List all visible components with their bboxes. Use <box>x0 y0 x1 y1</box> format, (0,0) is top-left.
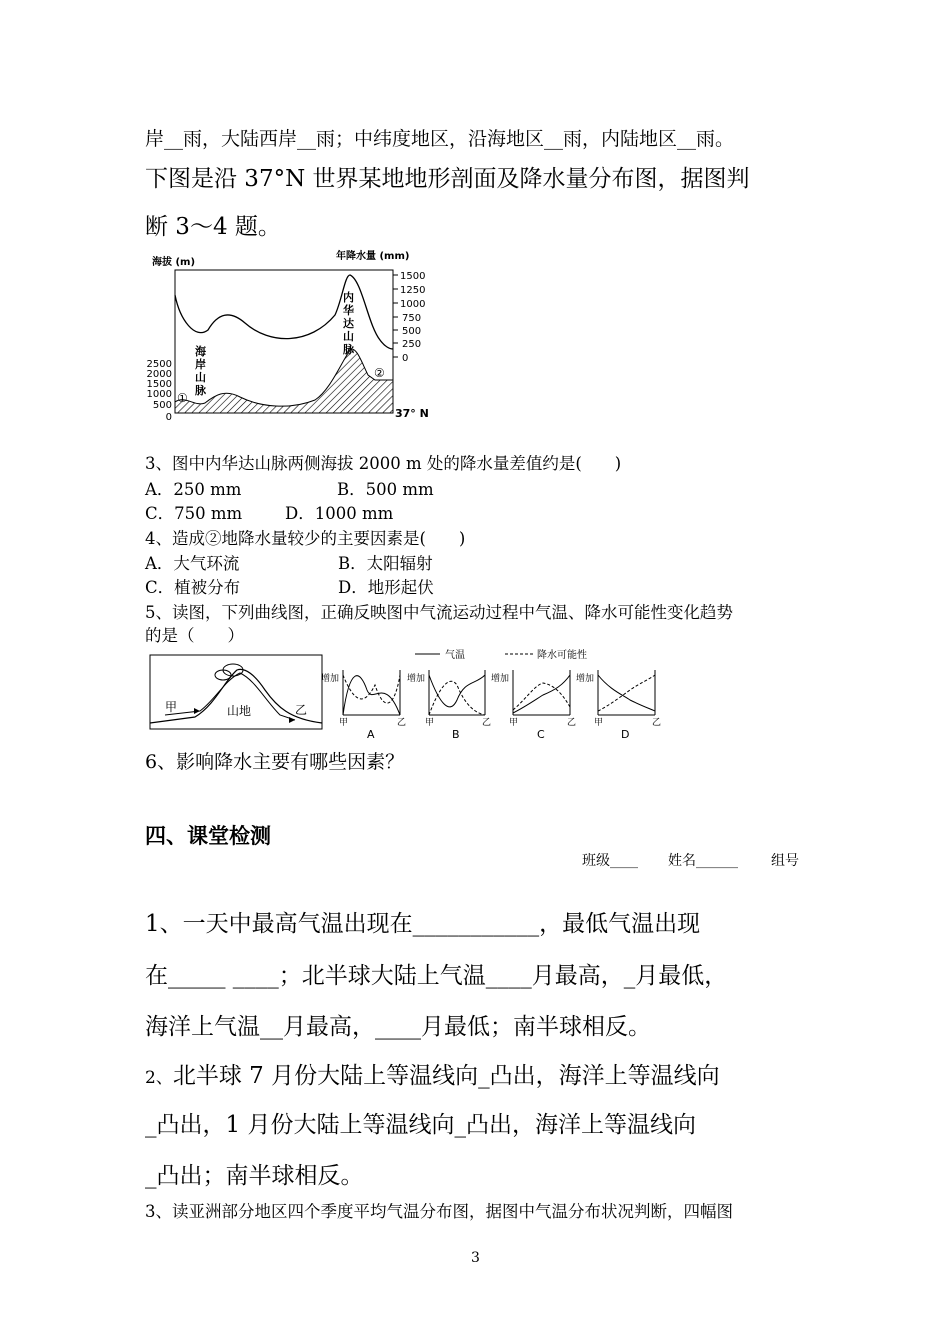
check-2-line-a <box>145 1057 720 1090</box>
location-yi: 乙 <box>295 703 308 717</box>
right-tick: 1500 <box>400 271 426 282</box>
terrain-profile <box>175 349 393 413</box>
location-jia: 甲 <box>165 700 178 714</box>
left-tick: 2000 <box>146 369 172 380</box>
y-axis-label: 增加 <box>576 674 595 684</box>
mountain-label: 山地 <box>227 704 252 718</box>
legend-precipitation: 降水可能性 <box>537 650 587 661</box>
question-4-option-c: C．植被分布 <box>145 578 241 597</box>
left-tick: 500 <box>152 400 172 411</box>
y-axis-label: 增加 <box>491 674 510 684</box>
x-right-label: 乙 <box>482 718 492 728</box>
question-6: 6、影响降水主要有哪些因素？ <box>145 751 405 773</box>
x-right-label: 乙 <box>567 718 577 728</box>
legend-temperature: 气温 <box>445 650 465 661</box>
y-axis-label: 增加 <box>321 674 340 684</box>
marker-1: ① <box>177 391 188 405</box>
left-tick: 2500 <box>146 359 172 370</box>
right-tick: 0 <box>402 353 409 364</box>
left-tick: 0 <box>165 412 172 423</box>
x-left-label: 甲 <box>594 718 604 728</box>
text-line-1: 岸__雨，大陆西岸__雨；中纬度地区，沿海地区__雨，内陆地区__雨。 <box>145 128 735 150</box>
left-axis-title: 海拔 (m) <box>152 257 196 268</box>
check-2-line-c: _凸出；南半球相反。 <box>145 1163 364 1189</box>
x-left-label: 甲 <box>425 718 435 728</box>
right-axis-title: 年降水量 (mm) <box>336 251 410 262</box>
question-5-stem: 5、读图，下列曲线图，正确反映图中气流运动过程中气温、降水可能性变化趋势 <box>145 603 733 622</box>
page-number: 3 <box>471 1250 480 1266</box>
question-3-option-d: D．1000 mm <box>285 504 394 523</box>
panel-letter: C <box>537 728 545 741</box>
question-3-option-b: B．500 mm <box>337 480 434 499</box>
check-2-text: 北半球 7 月份大陆上等温线向_凸出，海洋上等温线向 <box>172 1063 720 1089</box>
coastal-range-label: 海 <box>195 345 206 358</box>
question-3-stem: 3、图中内华达山脉两侧海拔 2000 m 处的降水量差值约是( ) <box>145 454 622 473</box>
airflow-curves-figure <box>145 645 665 745</box>
inner-range-label: 华 <box>343 304 354 317</box>
panel-letter: D <box>621 728 630 741</box>
check-1-line-c: 海洋上气温__月最高，____月最低；南半球相反。 <box>145 1014 651 1040</box>
section-title: 四、课堂检测 <box>145 823 271 848</box>
x-right-label: 乙 <box>397 718 407 728</box>
intro-line: 下图是沿 37°N 世界某地地形剖面及降水量分布图，据图判 <box>145 166 750 192</box>
panel-letter: A <box>367 728 375 741</box>
check-2-line-b: _凸出，1 月份大陆上等温线向_凸出，海洋上等温线向 <box>145 1112 696 1138</box>
question-3-option-a: A．250 mm <box>145 480 242 499</box>
right-tick: 750 <box>402 313 422 324</box>
latitude-label: 37° N <box>395 407 429 420</box>
inner-range-label: 山 <box>343 330 354 343</box>
inner-range-label: 达 <box>343 317 354 330</box>
coastal-range-label: 岸 <box>195 358 206 371</box>
right-tick: 250 <box>402 339 422 350</box>
x-left-label: 甲 <box>339 718 349 728</box>
question-4-option-b: B．太阳辐射 <box>338 554 433 573</box>
y-axis-label: 增加 <box>407 674 426 684</box>
check-1-line-a: 1、一天中最高气温出现在___________，最低气温出现 <box>145 911 701 937</box>
group-label: 组号 <box>771 853 799 869</box>
inner-range-label: 脉 <box>343 343 354 356</box>
precipitation-curve <box>175 275 393 349</box>
check-1-line-b: 在_____ ____；北半球大陆上气温____月最高，_月最低， <box>145 963 728 989</box>
coastal-range-label: 脉 <box>195 384 206 397</box>
question-5-stem-2: 的是（ ） <box>145 626 244 645</box>
coastal-range-label: 山 <box>195 371 206 384</box>
question-4-option-d: D．地形起伏 <box>338 578 434 597</box>
left-tick: 1500 <box>146 379 172 390</box>
class-label: 班级____ <box>582 853 638 869</box>
check-3-line: 3、读亚洲部分地区四个季度平均气温分布图，据图中气温分布状况判断，四幅图 <box>145 1202 733 1221</box>
question-4-option-a: A．大气环流 <box>145 554 240 573</box>
check-2-number: 2、 <box>145 1068 173 1088</box>
inner-range-label: 内 <box>343 291 354 304</box>
marker-2: ② <box>374 366 385 380</box>
question-3-option-c: C．750 mm <box>145 504 243 523</box>
intro-line-2: 断 3～4 题。 <box>145 214 281 240</box>
x-left-label: 甲 <box>509 718 519 728</box>
question-4-stem: 4、造成②地降水量较少的主要因素是( ) <box>145 529 466 548</box>
right-tick: 1000 <box>400 299 426 310</box>
panel-letter: B <box>452 728 460 741</box>
right-tick: 500 <box>402 326 422 337</box>
right-tick: 1250 <box>400 285 426 296</box>
x-right-label: 乙 <box>652 718 662 728</box>
terrain-precipitation-figure <box>140 245 440 425</box>
name-label: 姓名______ <box>668 853 738 869</box>
left-tick: 1000 <box>146 389 172 400</box>
